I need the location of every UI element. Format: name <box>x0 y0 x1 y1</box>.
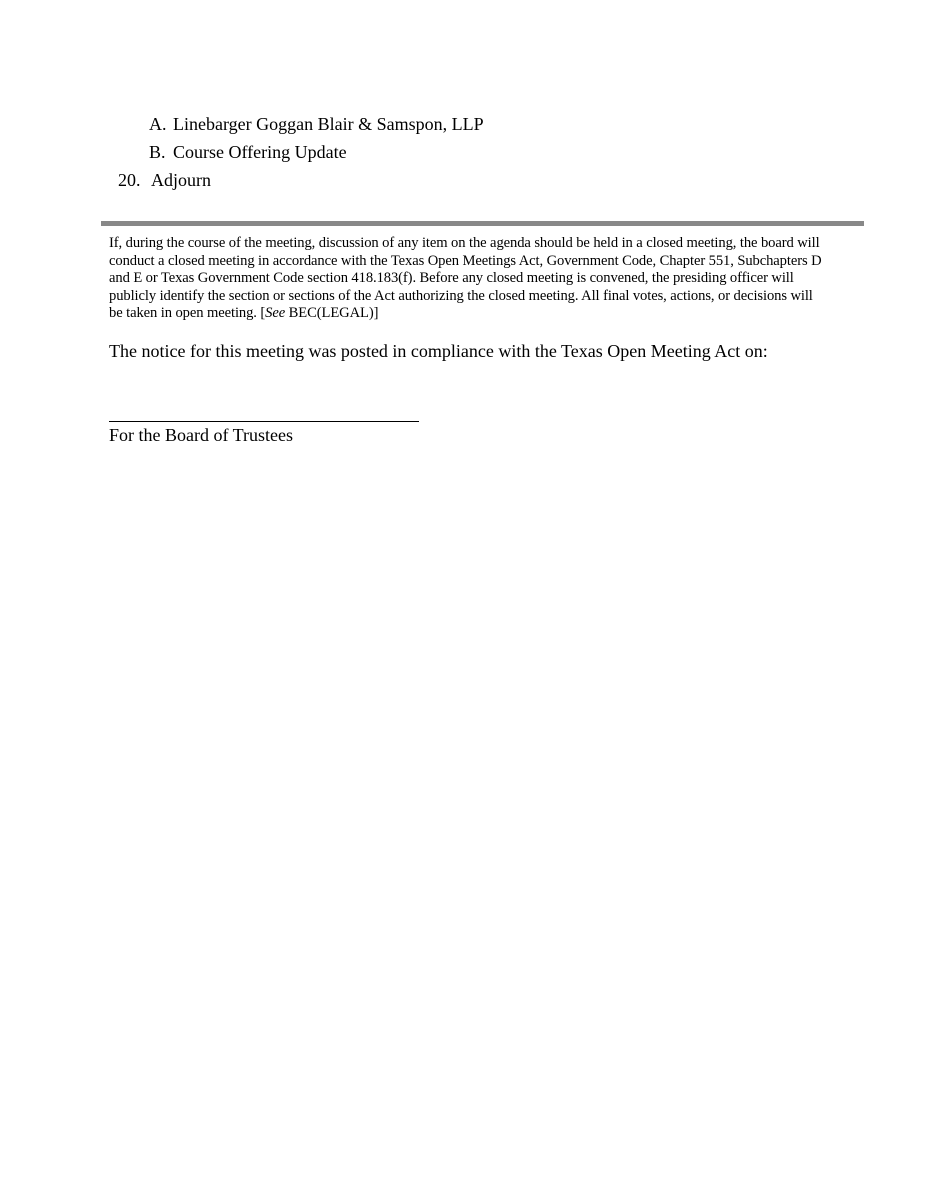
agenda-subitem-b <box>149 141 347 163</box>
section-divider <box>101 221 864 226</box>
notice-see-reference: See <box>265 305 286 322</box>
signature-caption: For the Board of Trustees <box>109 425 293 445</box>
closed-meeting-notice <box>109 235 829 323</box>
agenda-subitem-a <box>149 113 484 135</box>
posting-statement: The notice for this meeting was posted in compliance with the Texas Open Meeting Act on: <box>109 341 768 361</box>
agenda-subitem-label: Course Offering Update <box>173 142 347 162</box>
notice-text: If, during the course of the meeting, discussion of any item on the agenda should be held in a closed meeting, the board will conduct a closed meeting in accordance with the Texas Open Meetings Act, Government Code, Chapter 551, Subchapters D and E or Texas Government Code section 418.183(f). Before any closed meeting is convened, the presiding officer will publicly identify the section or sections of the Act authorizing the closed meeting. All final votes, actions, or decisions will be taken in open meeting. [ <box>109 235 822 322</box>
notice-legal-reference: BEC(LEGAL)] <box>285 305 379 322</box>
agenda-item-number: 20. <box>118 170 141 190</box>
agenda-subitem-marker: B. <box>149 142 166 162</box>
agenda-item-adjourn <box>118 169 211 191</box>
signature-line <box>109 421 419 422</box>
agenda-subitem-marker: A. <box>149 114 167 134</box>
agenda-item-label: Adjourn <box>151 170 211 190</box>
agenda-subitem-label: Linebarger Goggan Blair & Samspon, LLP <box>173 114 484 134</box>
